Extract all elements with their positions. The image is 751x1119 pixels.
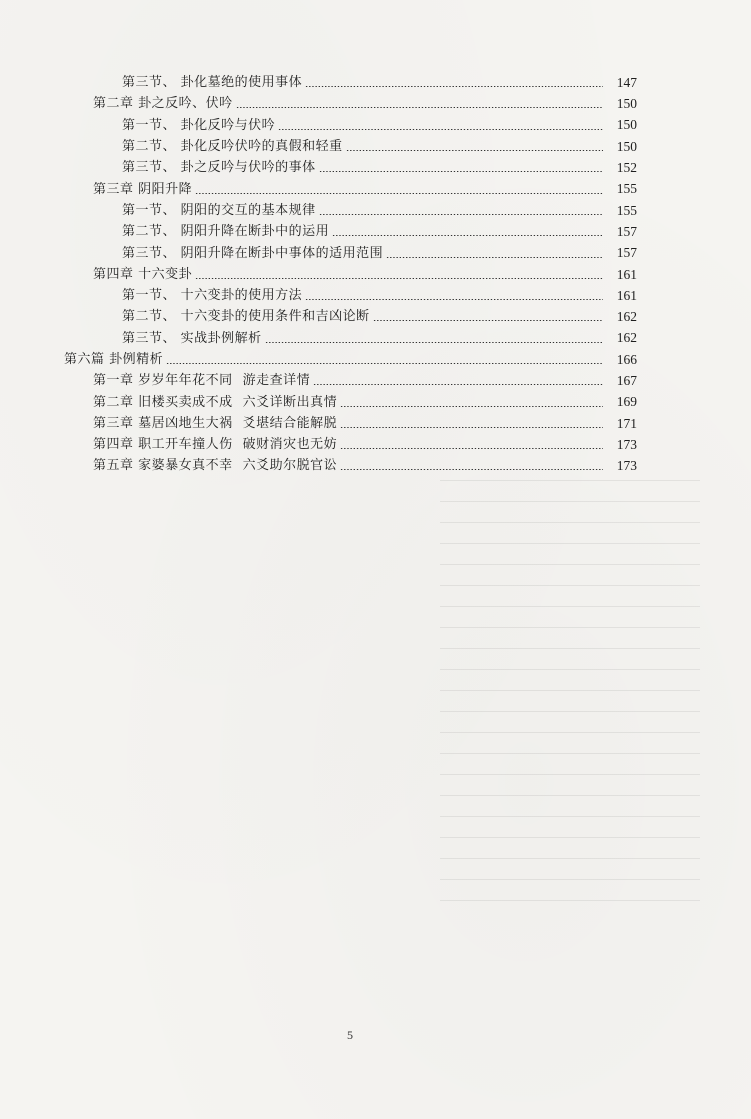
toc-entry-title xyxy=(93,183,192,196)
toc-entry-page: 161 xyxy=(616,266,637,282)
toc-entry xyxy=(0,93,751,114)
toc-entry-title-text: 第三节、 阴阳升降在断卦中事体的适用范围 xyxy=(122,245,384,261)
dot-leader xyxy=(236,107,603,108)
dot-leader xyxy=(305,86,603,87)
toc-entry xyxy=(0,434,751,455)
toc-entry-page: 152 xyxy=(616,160,637,176)
toc-entry-title-text: 第三节、 实战卦例解析 xyxy=(122,330,262,346)
toc-entry-page: 173 xyxy=(616,436,637,452)
toc-entry-title-text: 第一章 岁岁年年花不同 xyxy=(93,373,233,389)
toc-entry xyxy=(0,370,751,391)
page-number: 5 xyxy=(347,1028,353,1042)
toc-entry-title xyxy=(64,353,163,366)
toc-entry-title xyxy=(122,161,316,174)
toc-entry-title xyxy=(93,438,337,451)
toc-entry-title xyxy=(122,310,370,323)
toc-entry-title-text: 第三节、 卦之反吟与伏吟的事体 xyxy=(122,160,316,176)
dot-leader xyxy=(313,384,603,385)
dot-leader xyxy=(305,299,603,300)
toc-entry-page: 150 xyxy=(616,138,637,154)
toc-entry-title xyxy=(93,417,337,430)
toc-entry-title xyxy=(93,268,192,281)
toc-entry xyxy=(0,391,751,412)
toc-entry-subtitle-text: 六爻助尔脱官讼 xyxy=(242,458,338,474)
dot-leader xyxy=(195,193,603,194)
toc-entry-title-text: 第三节、 卦化墓绝的使用事体 xyxy=(122,75,303,91)
toc-entry-title xyxy=(122,119,275,132)
toc-entry xyxy=(0,157,751,178)
dot-leader xyxy=(166,363,603,364)
toc-entry-page: 173 xyxy=(616,458,637,474)
dot-leader xyxy=(340,469,603,470)
toc-entry xyxy=(0,285,751,306)
toc-entry xyxy=(0,413,751,434)
dot-leader xyxy=(278,129,603,130)
toc-entry-title xyxy=(93,374,310,387)
toc-entry-title xyxy=(93,459,337,472)
toc-entry-title xyxy=(122,140,343,153)
toc-entry xyxy=(0,136,751,157)
toc-entry xyxy=(0,306,751,327)
toc-entry-title xyxy=(122,247,383,260)
dot-leader xyxy=(340,406,603,407)
toc-entry-page: 150 xyxy=(616,117,637,133)
toc-entry-title xyxy=(122,225,329,238)
dot-leader xyxy=(265,342,603,343)
toc-entry-title-text: 第二节、 阴阳升降在断卦中的运用 xyxy=(122,224,330,240)
toc-entry-title-text: 第一节、 十六变卦的使用方法 xyxy=(122,288,303,304)
toc-entry-page: 171 xyxy=(616,415,637,431)
table-of-contents xyxy=(0,72,751,477)
dot-leader xyxy=(319,214,603,215)
toc-entry-title-text: 第二节、 卦化反吟伏吟的真假和轻重 xyxy=(122,139,343,155)
toc-entry-page: 155 xyxy=(616,202,637,218)
toc-entry xyxy=(0,115,751,136)
toc-entry xyxy=(0,264,751,285)
toc-entry-title-text: 第二章 卦之反吟、伏吟 xyxy=(93,96,233,112)
toc-entry-title xyxy=(122,332,262,345)
toc-entry-title xyxy=(122,76,302,89)
toc-entry xyxy=(0,200,751,221)
dot-leader xyxy=(340,448,603,449)
toc-entry-title xyxy=(93,396,337,409)
toc-entry xyxy=(0,72,751,93)
toc-entry-title-text: 第一节、 卦化反吟与伏吟 xyxy=(122,117,276,133)
dot-leader xyxy=(195,278,603,279)
toc-entry-title-text: 第三章 阴阳升降 xyxy=(93,181,193,197)
toc-entry-title-text: 第五章 家婆暴女真不幸 xyxy=(93,458,233,474)
toc-entry xyxy=(0,178,751,199)
dot-leader xyxy=(319,171,603,172)
dot-leader xyxy=(340,427,603,428)
toc-entry-title-text: 第二章 旧楼买卖成不成 xyxy=(93,394,233,410)
toc-entry-subtitle-text: 六爻详断出真情 xyxy=(242,394,338,410)
toc-entry-title-text: 第六篇 卦例精析 xyxy=(64,352,164,367)
toc-entry-title-text: 第四章 十六变卦 xyxy=(93,266,193,282)
toc-entry-title xyxy=(122,204,316,217)
toc-entry-page: 150 xyxy=(616,96,637,112)
toc-entry-page: 157 xyxy=(616,245,637,261)
toc-entry-subtitle-text: 破财消灾也无妨 xyxy=(242,437,338,453)
toc-entry-page: 155 xyxy=(616,181,637,197)
toc-entry xyxy=(0,455,751,476)
toc-entry-title-text: 第四章 职工开车撞人伤 xyxy=(93,437,233,453)
toc-entry-page: 162 xyxy=(616,309,637,325)
toc-entry-page: 161 xyxy=(616,287,637,303)
dot-leader xyxy=(346,150,603,151)
toc-entry-page: 157 xyxy=(616,223,637,239)
toc-entry-page: 162 xyxy=(616,330,637,346)
toc-entry-page: 169 xyxy=(616,394,637,410)
toc-entry-subtitle-text: 游走查详情 xyxy=(242,373,311,389)
toc-entry xyxy=(0,221,751,242)
toc-entry-title xyxy=(122,289,302,302)
toc-entry-title-text: 第二节、 十六变卦的使用条件和吉凶论断 xyxy=(122,309,370,325)
dot-leader xyxy=(332,235,603,236)
toc-entry-page: 166 xyxy=(616,351,637,367)
toc-entry xyxy=(0,328,751,349)
show-through-texture xyxy=(440,480,700,920)
toc-entry-title-text: 第三章 墓居凶地生大祸 xyxy=(93,415,233,431)
toc-entry-title xyxy=(93,97,233,110)
dot-leader xyxy=(373,320,603,321)
toc-entry xyxy=(0,242,751,263)
toc-entry-title-text: 第一节、 阴阳的交互的基本规律 xyxy=(122,202,316,218)
toc-entry-subtitle-text: 爻堪结合能解脱 xyxy=(242,415,338,431)
dot-leader xyxy=(386,257,603,258)
toc-entry-page: 147 xyxy=(616,74,637,90)
toc-entry-page: 167 xyxy=(616,373,637,389)
toc-entry xyxy=(0,349,751,370)
